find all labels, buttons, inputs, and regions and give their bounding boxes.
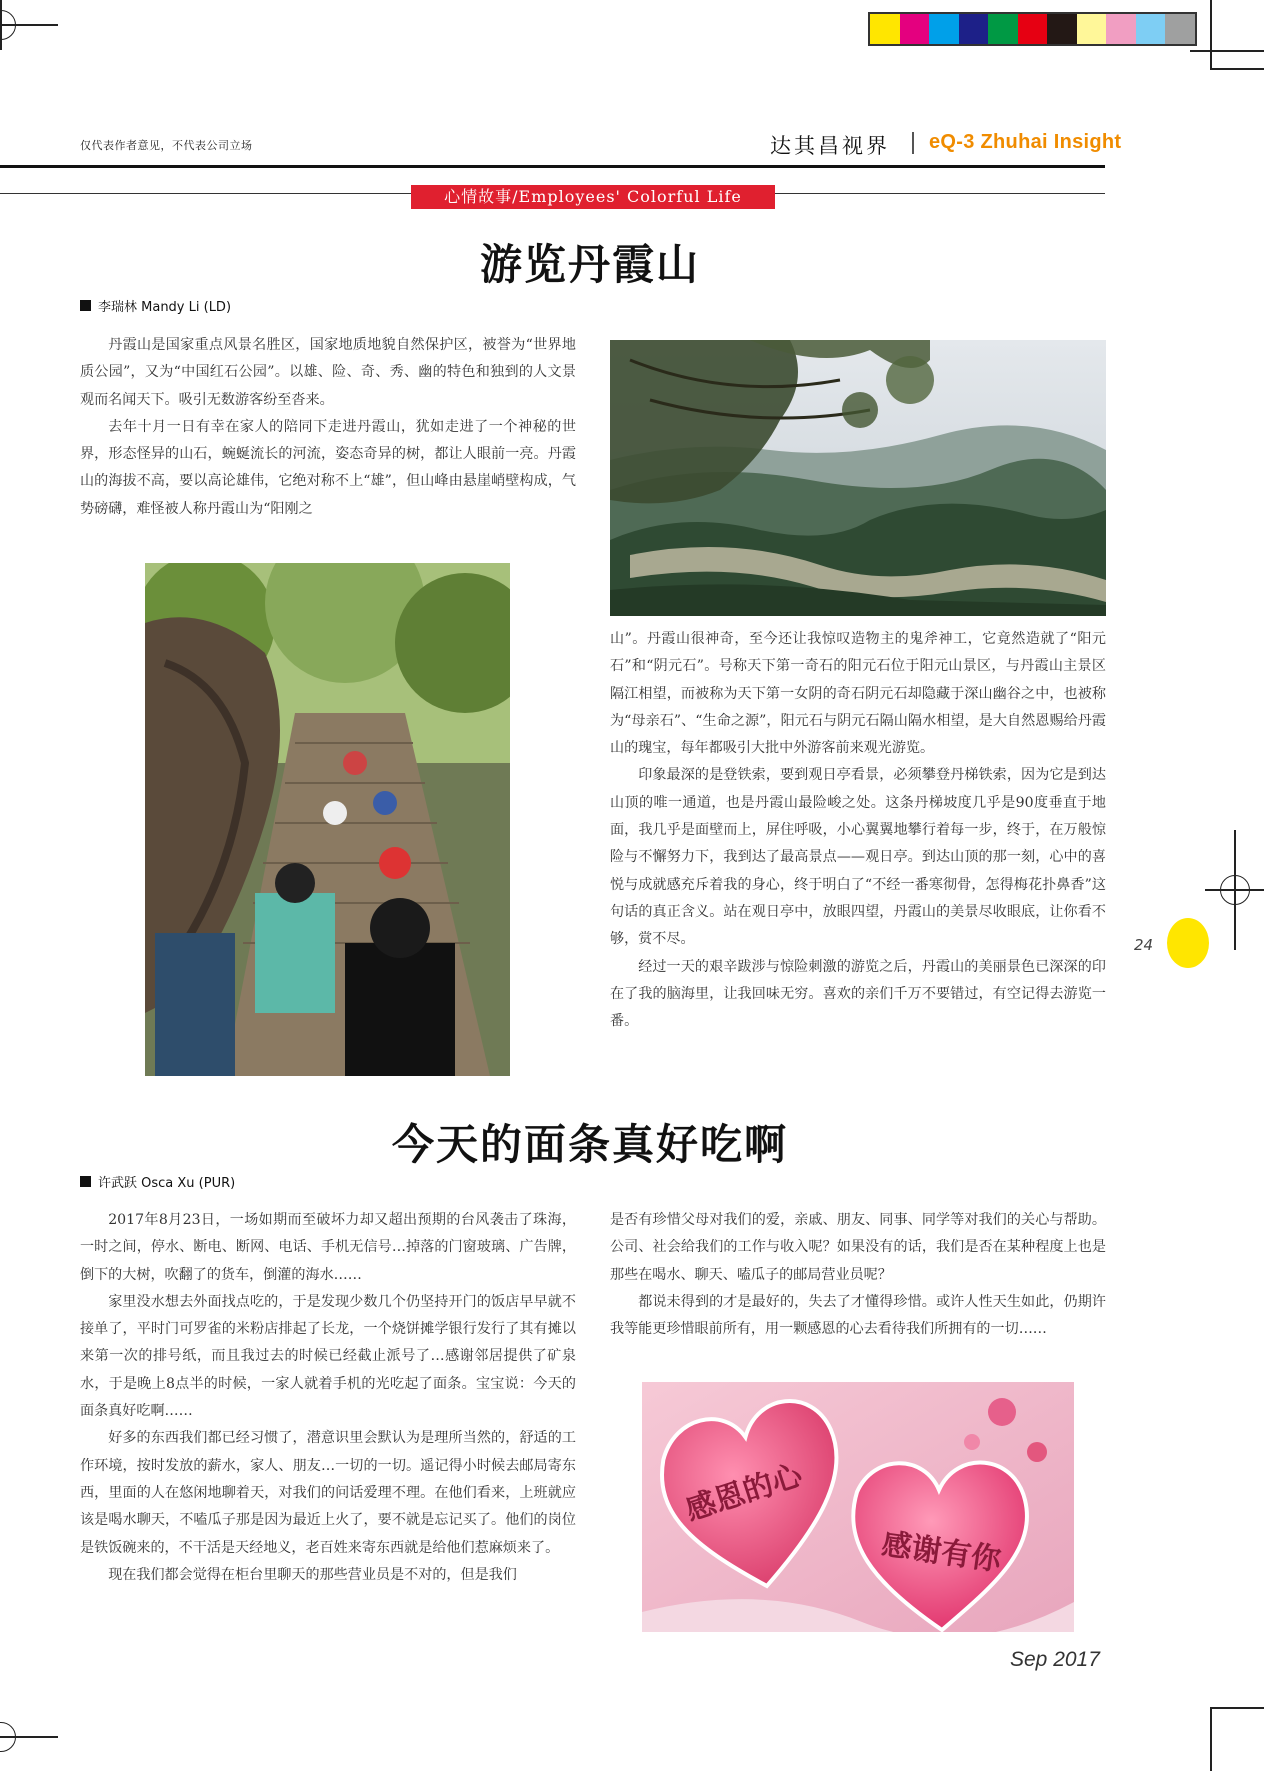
registration-mark-right xyxy=(1205,830,1264,950)
registration-mark-bottom-left xyxy=(0,1700,60,1771)
registration-mark-top-left xyxy=(0,0,60,60)
article-1-right-column xyxy=(610,626,1106,1035)
paragraph: 去年十月一日有幸在家人的陪同下走进丹霞山，犹如走进了一个神秘的世界，形态怪异的山石，蜿蜒流长的河流，姿态奇异的树，都让人眼前一亮。丹霞山的海拔不高，要以高论雄伟，它绝对称不上“雄”，但山峰由悬崖峭壁构成，气势磅礴，难怪被人称丹霞山为“阳刚之 xyxy=(80,418,576,517)
section-banner: 心情故事/Employees' Colorful Life xyxy=(411,183,775,211)
article-1-title: 游览丹霞山 xyxy=(479,240,700,289)
page-number: 24 xyxy=(1134,936,1154,954)
paragraph: 2017年8月23日，一场如期而至破坏力却又超出预期的台风袭击了珠海，一时之间，停水、断电、断网、电话、手机无信号…掉落的门窗玻璃、广告牌，倒下的大树，吹翻了的货车，倒灌的海水…… xyxy=(80,1212,576,1283)
article-2-byline xyxy=(80,1172,235,1191)
article-2-author: 许武跃 Osca Xu (PUR) xyxy=(98,1176,236,1191)
paragraph-continued: 是否有珍惜父母对我们的爱，亲戚、朋友、同事、同学等对我们的关心与帮助。公司、社会给我们的工作与收入呢？如果没有的话，我们是否在某种程度上也是那些在喝水、聊天、嗑瓜子的邮局营业员呢？ xyxy=(610,1212,1106,1283)
paragraph: 印象最深的是登铁索，要到观日亭看景，必须攀登丹梯铁索，因为它是到达山顶的唯一通道，也是丹霞山最险峻之处。这条丹梯坡度几乎是90度垂直于地面，我几乎是面壁而上，屏住呼吸，小心翼翼地攀行着每一步，终于，在万般惊险与不懈努力下，我到达了最高景点——观日亭。到达山顶的那一刻，心中的喜悦与成就感充斥着我的身心，终于明白了“不经一番寒彻骨，怎得梅花扑鼻香”这句话的真正含义。站在观日亭中，放眼四望，丹霞山的美景尽收眼底，让你看不够，赏不尽。 xyxy=(610,767,1106,948)
article-1-author: 李瑞林 Mandy Li (LD) xyxy=(98,300,232,315)
landscape-illustration xyxy=(610,340,1106,616)
color-swatch xyxy=(870,14,900,44)
disclaimer-text: 仅代表作者意见，不代表公司立场 xyxy=(80,139,253,152)
column-title-cn: 达其昌视界 xyxy=(770,134,890,158)
page-tab-marker xyxy=(1167,918,1209,968)
article-2-left-column xyxy=(80,1207,576,1589)
paragraph: 都说未得到的才是最好的，失去了才懂得珍惜。或许人性天生如此，仍期许我等能更珍惜眼前所有，用一颗感恩的心去看待我们所拥有的一切…… xyxy=(610,1293,1106,1338)
color-swatch xyxy=(1106,14,1136,44)
article-2-title: 今天的面条真好吃啊 xyxy=(391,1120,788,1169)
article-1-byline xyxy=(80,296,231,315)
header-separator xyxy=(912,132,914,154)
paragraph: 家里没水想去外面找点吃的，于是发现少数几个仍坚持开门的饭店早早就不接单了，平时门可罗雀的米粉店排起了长龙，一个烧饼摊学银行发行了其有摊以来第一次的排号纸，而且我过去的时候已经截止派号了…感谢邻居提供了矿泉水，于是晚上8点半的时候，一家人就着手机的光吃起了面条。宝宝说：今天的面条真好吃啊…… xyxy=(80,1293,576,1420)
color-swatch xyxy=(1018,14,1048,44)
paragraph: 现在我们都会觉得在柜台里聊天的那些营业员是不对的，但是我们 xyxy=(108,1566,517,1583)
issue-date: Sep 2017 xyxy=(1010,1648,1100,1671)
header-rule xyxy=(0,165,1105,168)
paragraph: 好多的东西我们都已经习惯了，潜意识里会默认为是理所当然的，舒适的工作环境，按时发放的薪水，家人、朋友…一切的一切。遥记得小时候去邮局寄东西，里面的人在悠闲地聊着天，对我们的问话爱理不理。在他们看来，上班就应该是喝水聊天，不嗑瓜子那是因为最近上火了，要不就是忘记买了。他们的岗位是铁饭碗来的，不干活是天经地义，老百姓来寄东西就是给他们惹麻烦来了。 xyxy=(80,1430,576,1556)
color-swatch xyxy=(1165,14,1195,44)
heart-right-text: 感谢有你 xyxy=(879,1526,1004,1579)
byline-bullet xyxy=(80,1176,91,1187)
article-2-right-column xyxy=(610,1207,1106,1343)
landscape-photo xyxy=(610,340,1106,616)
hearts-illustration xyxy=(642,1382,1074,1632)
column-title-en: eQ-3 Zhuhai Insight xyxy=(929,131,1122,153)
article-1-left-column xyxy=(80,332,576,523)
color-swatch xyxy=(959,14,989,44)
paragraph: 经过一天的艰辛跋涉与惊险刺激的游览之后，丹霞山的美丽景色已深深的印在了我的脑海里，让我回味无穷。喜欢的亲们千万不要错过，有空记得去游览一番。 xyxy=(610,958,1106,1030)
color-swatch xyxy=(900,14,930,44)
byline-bullet xyxy=(80,300,91,311)
crop-mark-bottom-right xyxy=(1190,1695,1264,1771)
heart-left-text: 感恩的心 xyxy=(681,1457,807,1529)
gratitude-hearts-image xyxy=(642,1382,1074,1632)
color-swatch xyxy=(929,14,959,44)
color-calibration-bar xyxy=(868,12,1197,46)
stairs-climb-photo xyxy=(145,563,510,1076)
stairs-illustration xyxy=(145,563,510,1076)
color-swatch xyxy=(1047,14,1077,44)
color-swatch xyxy=(1136,14,1166,44)
paragraph-continued: 山”。丹霞山很神奇，至今还让我惊叹造物主的鬼斧神工，它竟然造就了“阳元石”和“阴元石”。号称天下第一奇石的阳元石位于阳元山景区，与丹霞山主景区隔江相望，而被称为天下第一女阴的奇石阴元石却隐藏于深山幽谷之中，也被称为“母亲石”、“生命之源”，阳元石与阴元石隔山隔水相望，是大自然恩赐给丹霞山的瑰宝，每年都吸引大批中外游客前来观光游览。 xyxy=(610,631,1106,757)
paragraph: 丹霞山是国家重点风景名胜区，国家地质地貌自然保护区，被誉为“世界地质公园”，又为“中国红石公园”。以雄、险、奇、秀、幽的特色和独到的人文景观而名闻天下。吸引无数游客纷至沓来。 xyxy=(80,337,576,408)
crop-mark-top-right xyxy=(1190,0,1264,75)
color-swatch xyxy=(1077,14,1107,44)
color-swatch xyxy=(988,14,1018,44)
